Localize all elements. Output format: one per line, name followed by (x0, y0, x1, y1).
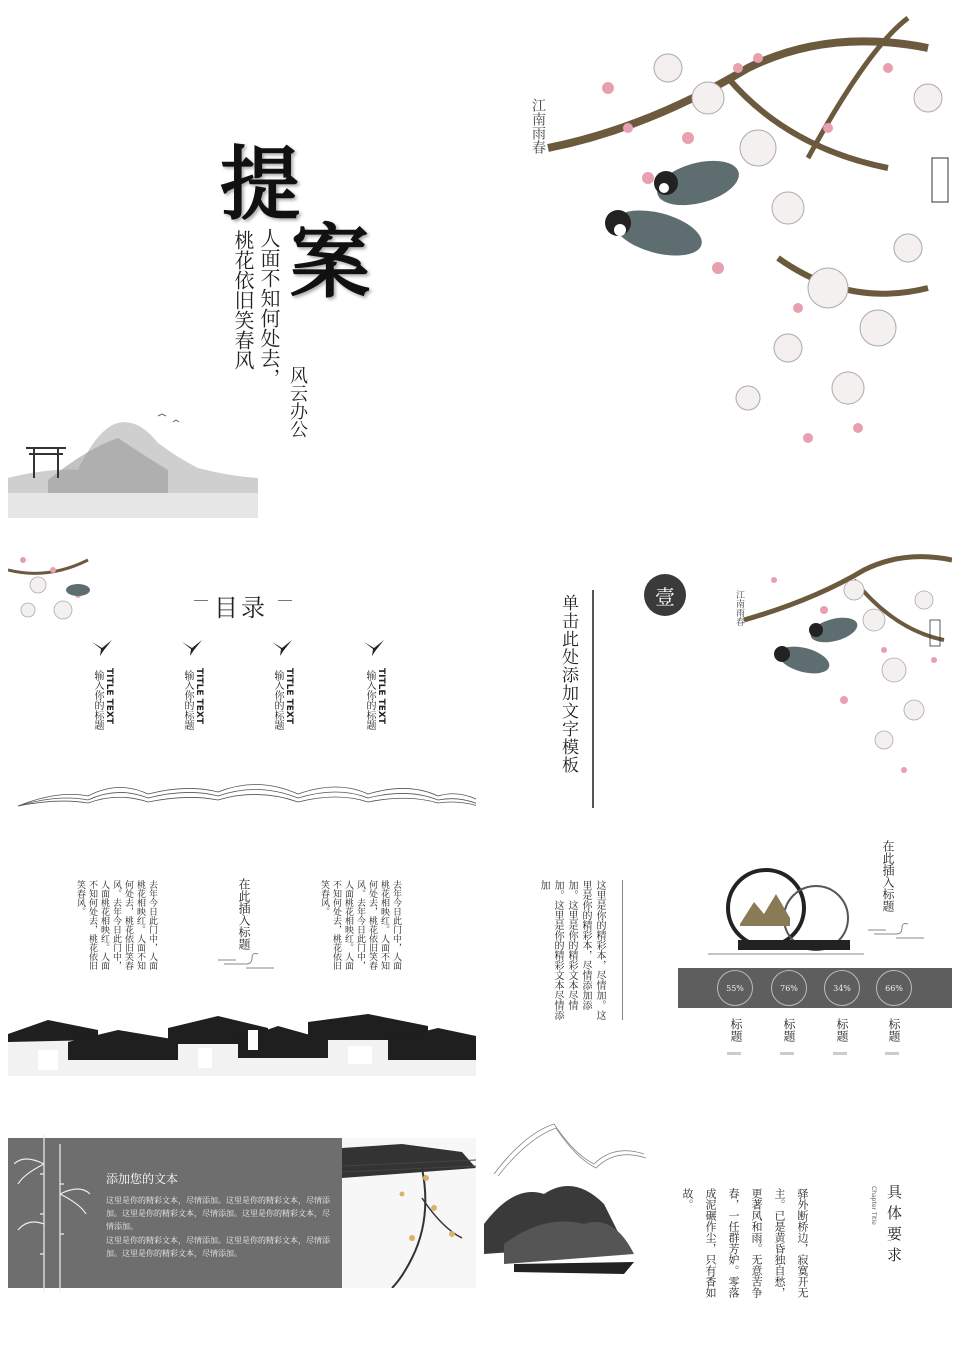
swallow-icon (364, 640, 384, 656)
stats-divider (622, 880, 623, 1020)
stat-label-underline (833, 1052, 847, 1055)
requirements-slide[interactable] (484, 1094, 952, 1344)
cover-title-char-1: 提 (220, 137, 300, 231)
cover-poem-line-1: 人面不知何处去， (257, 228, 281, 388)
toc-title-line-right (278, 600, 292, 601)
stat-circle: 76% (771, 970, 807, 1006)
bamboo-icon (14, 1134, 94, 1292)
stat-circle: 66% (876, 970, 912, 1006)
toc-title-line-left (194, 600, 208, 601)
cover-brand: 风云办公 (287, 366, 308, 438)
toc-item[interactable] (88, 640, 128, 750)
toc-item[interactable] (360, 640, 400, 750)
text-panel-para-1: 这里是你的精彩文本，尽情添加。这里是你的精彩文本，尽情添加。这里是你的精彩文本，尽情添加。这里是你的精彩文本，尽情添加。 (106, 1196, 330, 1231)
toc-slide[interactable] (8, 540, 476, 808)
poem-right-col: 去年今日此门中，人面桃花相映红。人面不知何处去，桃花依旧笑春风。去年今日此门中，人面桃花相映红。人面不知何处去，桃花依旧笑春风。 (319, 880, 401, 970)
toc-item[interactable] (178, 640, 218, 750)
toc-item-text: 输入你的标题 (92, 670, 103, 730)
svg-text:江南雨春: 江南雨春 (530, 98, 546, 154)
stat-label: 标题 (729, 1018, 743, 1042)
stat-label-underline (780, 1052, 794, 1055)
toc-item-title: TITLE TEXT (284, 668, 294, 725)
stat-label-underline (885, 1052, 899, 1055)
requirements-heading: 具体要求 (885, 1184, 903, 1268)
line-mountains-art (18, 770, 476, 808)
text-panel-slide[interactable] (8, 1094, 476, 1344)
seal-vertical-text (530, 98, 546, 154)
stats-slide[interactable] (484, 820, 952, 1082)
requirements-poem: 驿外断桥边，寂寞开无主。已是黄昏独自愁，更著风和雨。无意苦争春，一任群芳妒。零落成泥碾作尘，只有香如故。 (681, 1188, 809, 1298)
layered-mountains-art (484, 1114, 664, 1284)
rooftile-plum-photo (342, 1138, 476, 1288)
cover-title-char-2: 案 (290, 215, 370, 309)
toc-item-title: TITLE TEXT (194, 668, 204, 725)
chapter-text: 单击此处添加文字模板 (558, 594, 578, 774)
cover-poem-line-2: 桃花依旧笑春风 (231, 230, 255, 370)
text-panel-para-2: 这里是你的精彩文本，尽情添加。这里是你的精彩文本，尽情添加。这里是你的精彩文本，尽情添加。 (106, 1236, 330, 1258)
stats-body-text: 这里是你的精彩本，尽情加。这里是你的精彩本，尽情添加添加。这里是你的精彩文本尽情加。这里是你的精彩文本尽情添加 (538, 880, 605, 1020)
cloud-swirl-icon (216, 950, 276, 970)
toc-item[interactable] (268, 640, 308, 750)
cover-slide[interactable] (8, 8, 952, 528)
text-panel-heading: 添加您的文本 (106, 1172, 179, 1186)
chapter-number-badge (644, 574, 686, 616)
chapter-slide[interactable] (484, 540, 952, 808)
mini-blossom-art (8, 540, 108, 640)
poem-heading: 在此插入标题 (237, 878, 251, 950)
cloud-swirl-icon (866, 920, 926, 940)
blossom-bird-painting-small (734, 540, 952, 808)
swallow-icon (182, 640, 202, 656)
swallow-icon (92, 640, 112, 656)
toc-item-text: 输入你的标题 (272, 670, 283, 730)
poem-village-slide[interactable] (8, 820, 476, 1082)
toc-title: 目录 (214, 594, 268, 622)
toc-item-title: TITLE TEXT (376, 668, 386, 725)
stats-heading: 在此插入标题 (881, 840, 895, 912)
requirements-subheading: Chapter Title (870, 1186, 877, 1225)
stat-circle: 34% (824, 970, 860, 1006)
poem-left-col: 去年今日此门中，人面桃花相映红。人面不知何处去，桃花依旧笑春风。去年今日此门中，人面桃花相映红。人面不知何处去，桃花依旧笑春风。 (75, 880, 157, 970)
svg-text:江南雨春: 江南雨春 (734, 590, 744, 626)
chapter-number: 壹 (655, 584, 675, 609)
stat-label-underline (727, 1052, 741, 1055)
stat-label: 标题 (782, 1018, 796, 1042)
stat-label: 标题 (835, 1018, 849, 1042)
toc-item-title: TITLE TEXT (104, 668, 114, 725)
blossom-bird-painting (528, 8, 952, 528)
swallow-icon (272, 640, 292, 656)
toc-item-text: 输入你的标题 (364, 670, 375, 730)
chapter-divider (592, 590, 594, 808)
stat-label: 标题 (887, 1018, 901, 1042)
circle-frame-ornament (706, 858, 866, 968)
toc-item-text: 输入你的标题 (182, 670, 193, 730)
stat-circle: 55% (717, 970, 753, 1006)
village-rooftops-art (8, 1000, 476, 1082)
mountain-torii-illustration (8, 408, 268, 528)
